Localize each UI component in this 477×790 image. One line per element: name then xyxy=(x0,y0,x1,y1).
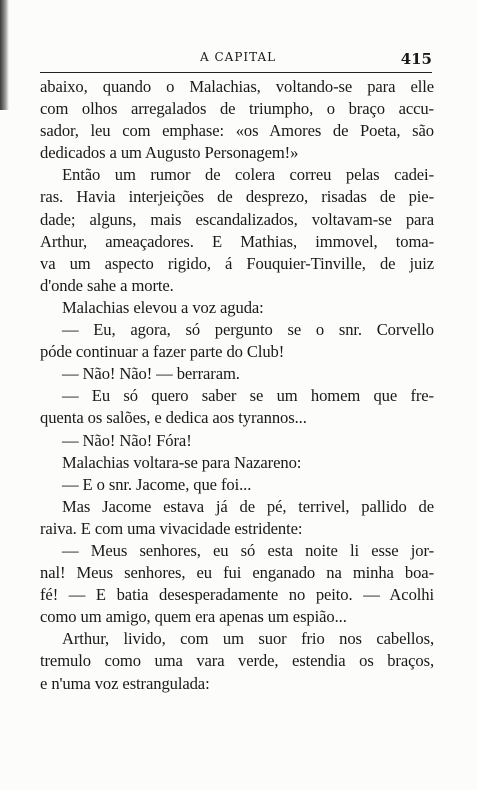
text-line: ras. Havia interjeições de desprezo, risadas de pie- xyxy=(40,187,434,207)
page-header xyxy=(40,50,432,72)
text-line: Malachias elevou a voz aguda: xyxy=(62,297,264,317)
text-line: — Eu só quero saber se um homem que fre- xyxy=(62,386,434,406)
page-number: 415 xyxy=(400,50,432,68)
text-line: abaixo, quando o Malachias, voltando-se para elle xyxy=(40,77,434,96)
text-line: Mas Jacome estava já de pé, terrivel, pallido de xyxy=(62,496,434,516)
text-line: póde continuar a fazer parte do Club! xyxy=(40,342,285,362)
text-line: raiva. E com uma vivacidade estridente: xyxy=(40,518,303,538)
text-line: Arthur, ameaçadores. E Mathias, immovel, toma- xyxy=(40,231,434,251)
text-line: sador, leu com emphase: «os Amores de Poeta, são xyxy=(40,121,434,141)
text-line: Arthur, livido, com um suor frio nos cabellos, xyxy=(62,629,434,649)
text-line: d'onde sahe a morte. xyxy=(40,275,174,295)
text-line: fé! — E batia desesperadamente no peito. — Acolhi xyxy=(40,585,434,605)
text-line: e n'uma voz estrangulada: xyxy=(40,673,210,693)
text-line: tremulo como uma vara verde, estendia os braços, xyxy=(40,651,434,671)
body-text xyxy=(40,76,434,695)
text-line: — E o snr. Jacome, que foi... xyxy=(62,474,252,494)
text-line: — Não! Não! — berraram. xyxy=(62,364,240,384)
header-rule xyxy=(40,72,432,73)
text-line: dade; alguns, mais escandalizados, voltavam-se para xyxy=(40,209,434,229)
text-line: Então um rumor de colera correu pelas cadei- xyxy=(62,165,434,185)
binding-shadow xyxy=(0,0,9,110)
text-line: va um aspecto rigido, á Fouquier-Tinville, de juiz xyxy=(40,253,434,273)
text-line: com olhos arregalados de triumpho, o braço accu- xyxy=(40,99,434,119)
text-line: quenta os salões, e dedica aos tyrannos... xyxy=(40,408,307,428)
text-line: — Meus senhores, eu só esta noite li esse jor- xyxy=(62,540,434,560)
text-line: Malachias voltara-se para Nazareno: xyxy=(62,452,302,472)
text-line: nal! Meus senhores, eu fui enganado na minha boa- xyxy=(40,563,434,583)
running-head: A CAPITAL xyxy=(200,50,277,64)
text-line: como um amigo, quem era apenas um espião... xyxy=(40,607,347,627)
text-line: dedicados a um Augusto Personagem!» xyxy=(40,143,299,163)
text-line: — Eu, agora, só pergunto se o snr. Corvello xyxy=(62,320,434,340)
text-line: — Não! Não! Fóra! xyxy=(62,430,192,450)
